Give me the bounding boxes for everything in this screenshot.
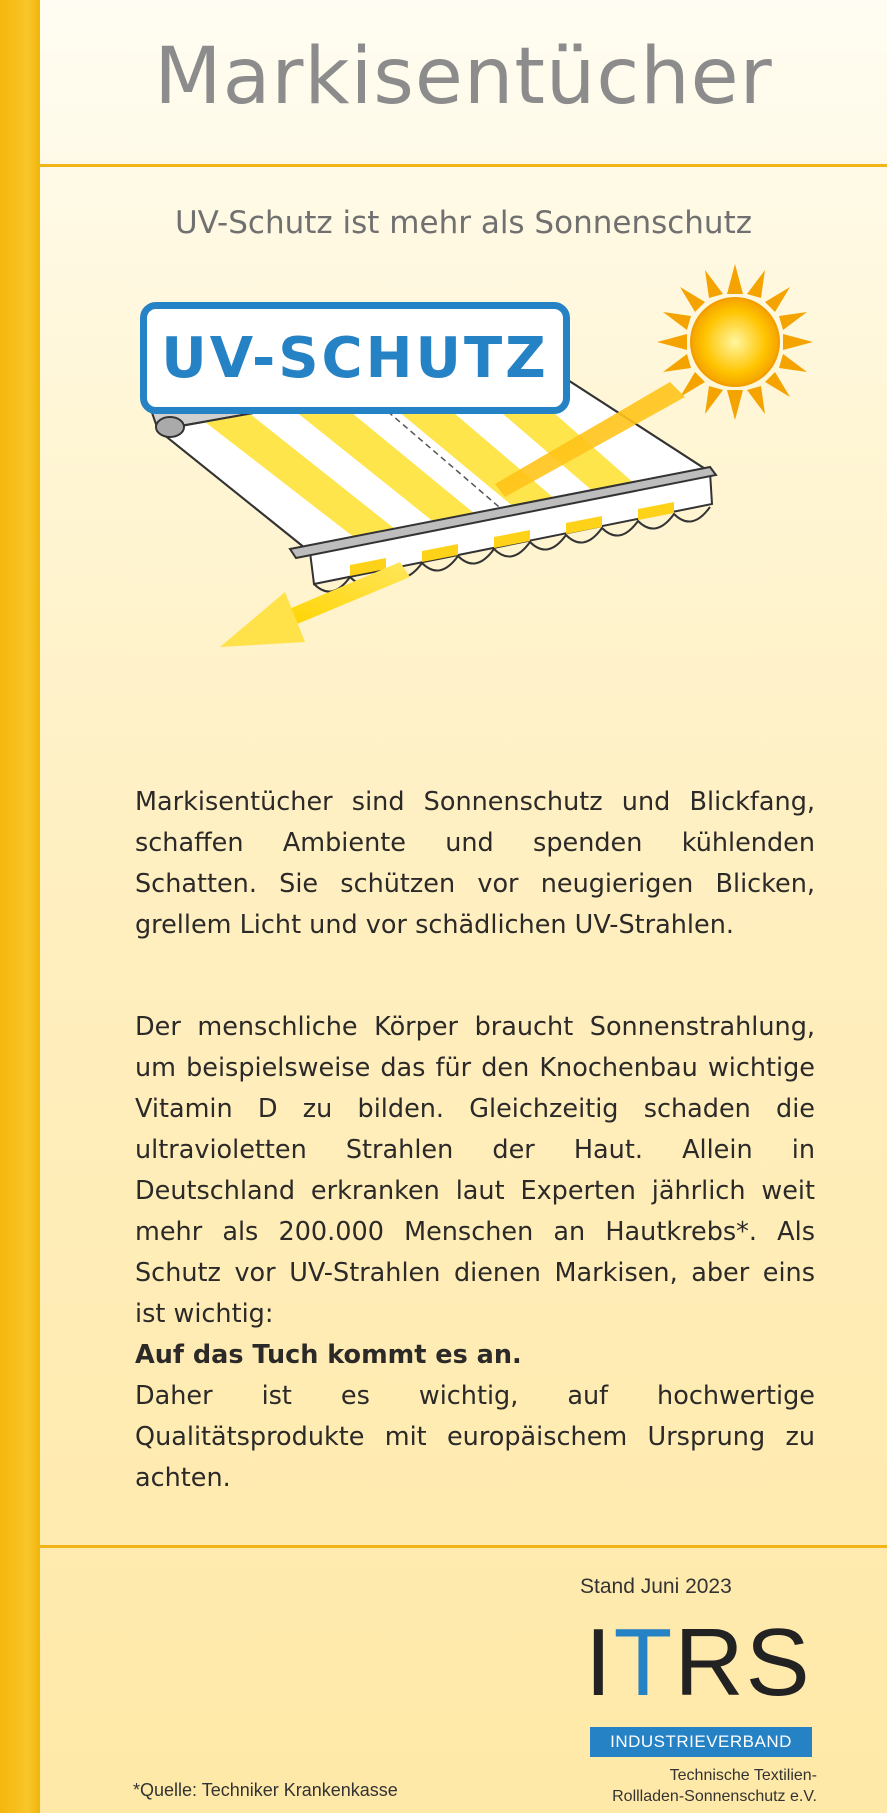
paragraph-health-text: Der menschliche Körper braucht Sonnenstrahlung, um beispielsweise das für den Knochenbau wichtige Vitamin D zu bilden. Gleichzeitig schaden die ultravioletten Strahlen der Haut. Allein in Deutschland erkranken laut Experten jährlich weit mehr als 200.000 Menschen an Hautkrebs*. Als Schutz vor UV-Strahlen dienen Markisen, aber eins ist wichtig:	[135, 1012, 815, 1329]
logo-letters-rs: RS	[674, 1609, 812, 1716]
page-subtitle: UV-Schutz ist mehr als Sonnenschutz	[174, 205, 753, 241]
divider-bottom	[40, 1545, 887, 1548]
itrs-logo	[585, 1609, 812, 1716]
paragraph-intro: Markisentücher sind Sonnenschutz und Blickfang, schaffen Ambiente und spenden kühlenden Schatten. Sie schützen vor neugierigen Blicken, grellem Licht und vor schädlichen UV-Strahlen.	[135, 787, 815, 940]
divider-top	[40, 164, 887, 167]
paragraph-conclusion: Daher ist es wichtig, auf hochwertige Qualitätsprodukte mit europäischem Ursprung zu achten.	[135, 1381, 815, 1493]
paragraph-health	[135, 1007, 815, 1499]
date-stamp: Stand Juni 2023	[580, 1575, 732, 1598]
paragraph-highlight: Auf das Tuch kommt es an.	[135, 1340, 522, 1370]
org-name-line1: Technische Textilien-	[669, 1767, 817, 1784]
org-name-line2: Rollladen-Sonnenschutz e.V.	[612, 1788, 817, 1805]
logo-letter-t: T	[613, 1609, 675, 1716]
uv-schutz-badge: UV-SCHUTZ	[140, 302, 570, 414]
verband-label: INDUSTRIEVERBAND	[590, 1727, 812, 1757]
side-stripe	[0, 0, 40, 1813]
page-title: Markisentücher	[154, 32, 773, 122]
logo-letter-i: I	[585, 1609, 614, 1716]
source-note: *Quelle: Techniker Krankenkasse	[133, 1780, 398, 1800]
